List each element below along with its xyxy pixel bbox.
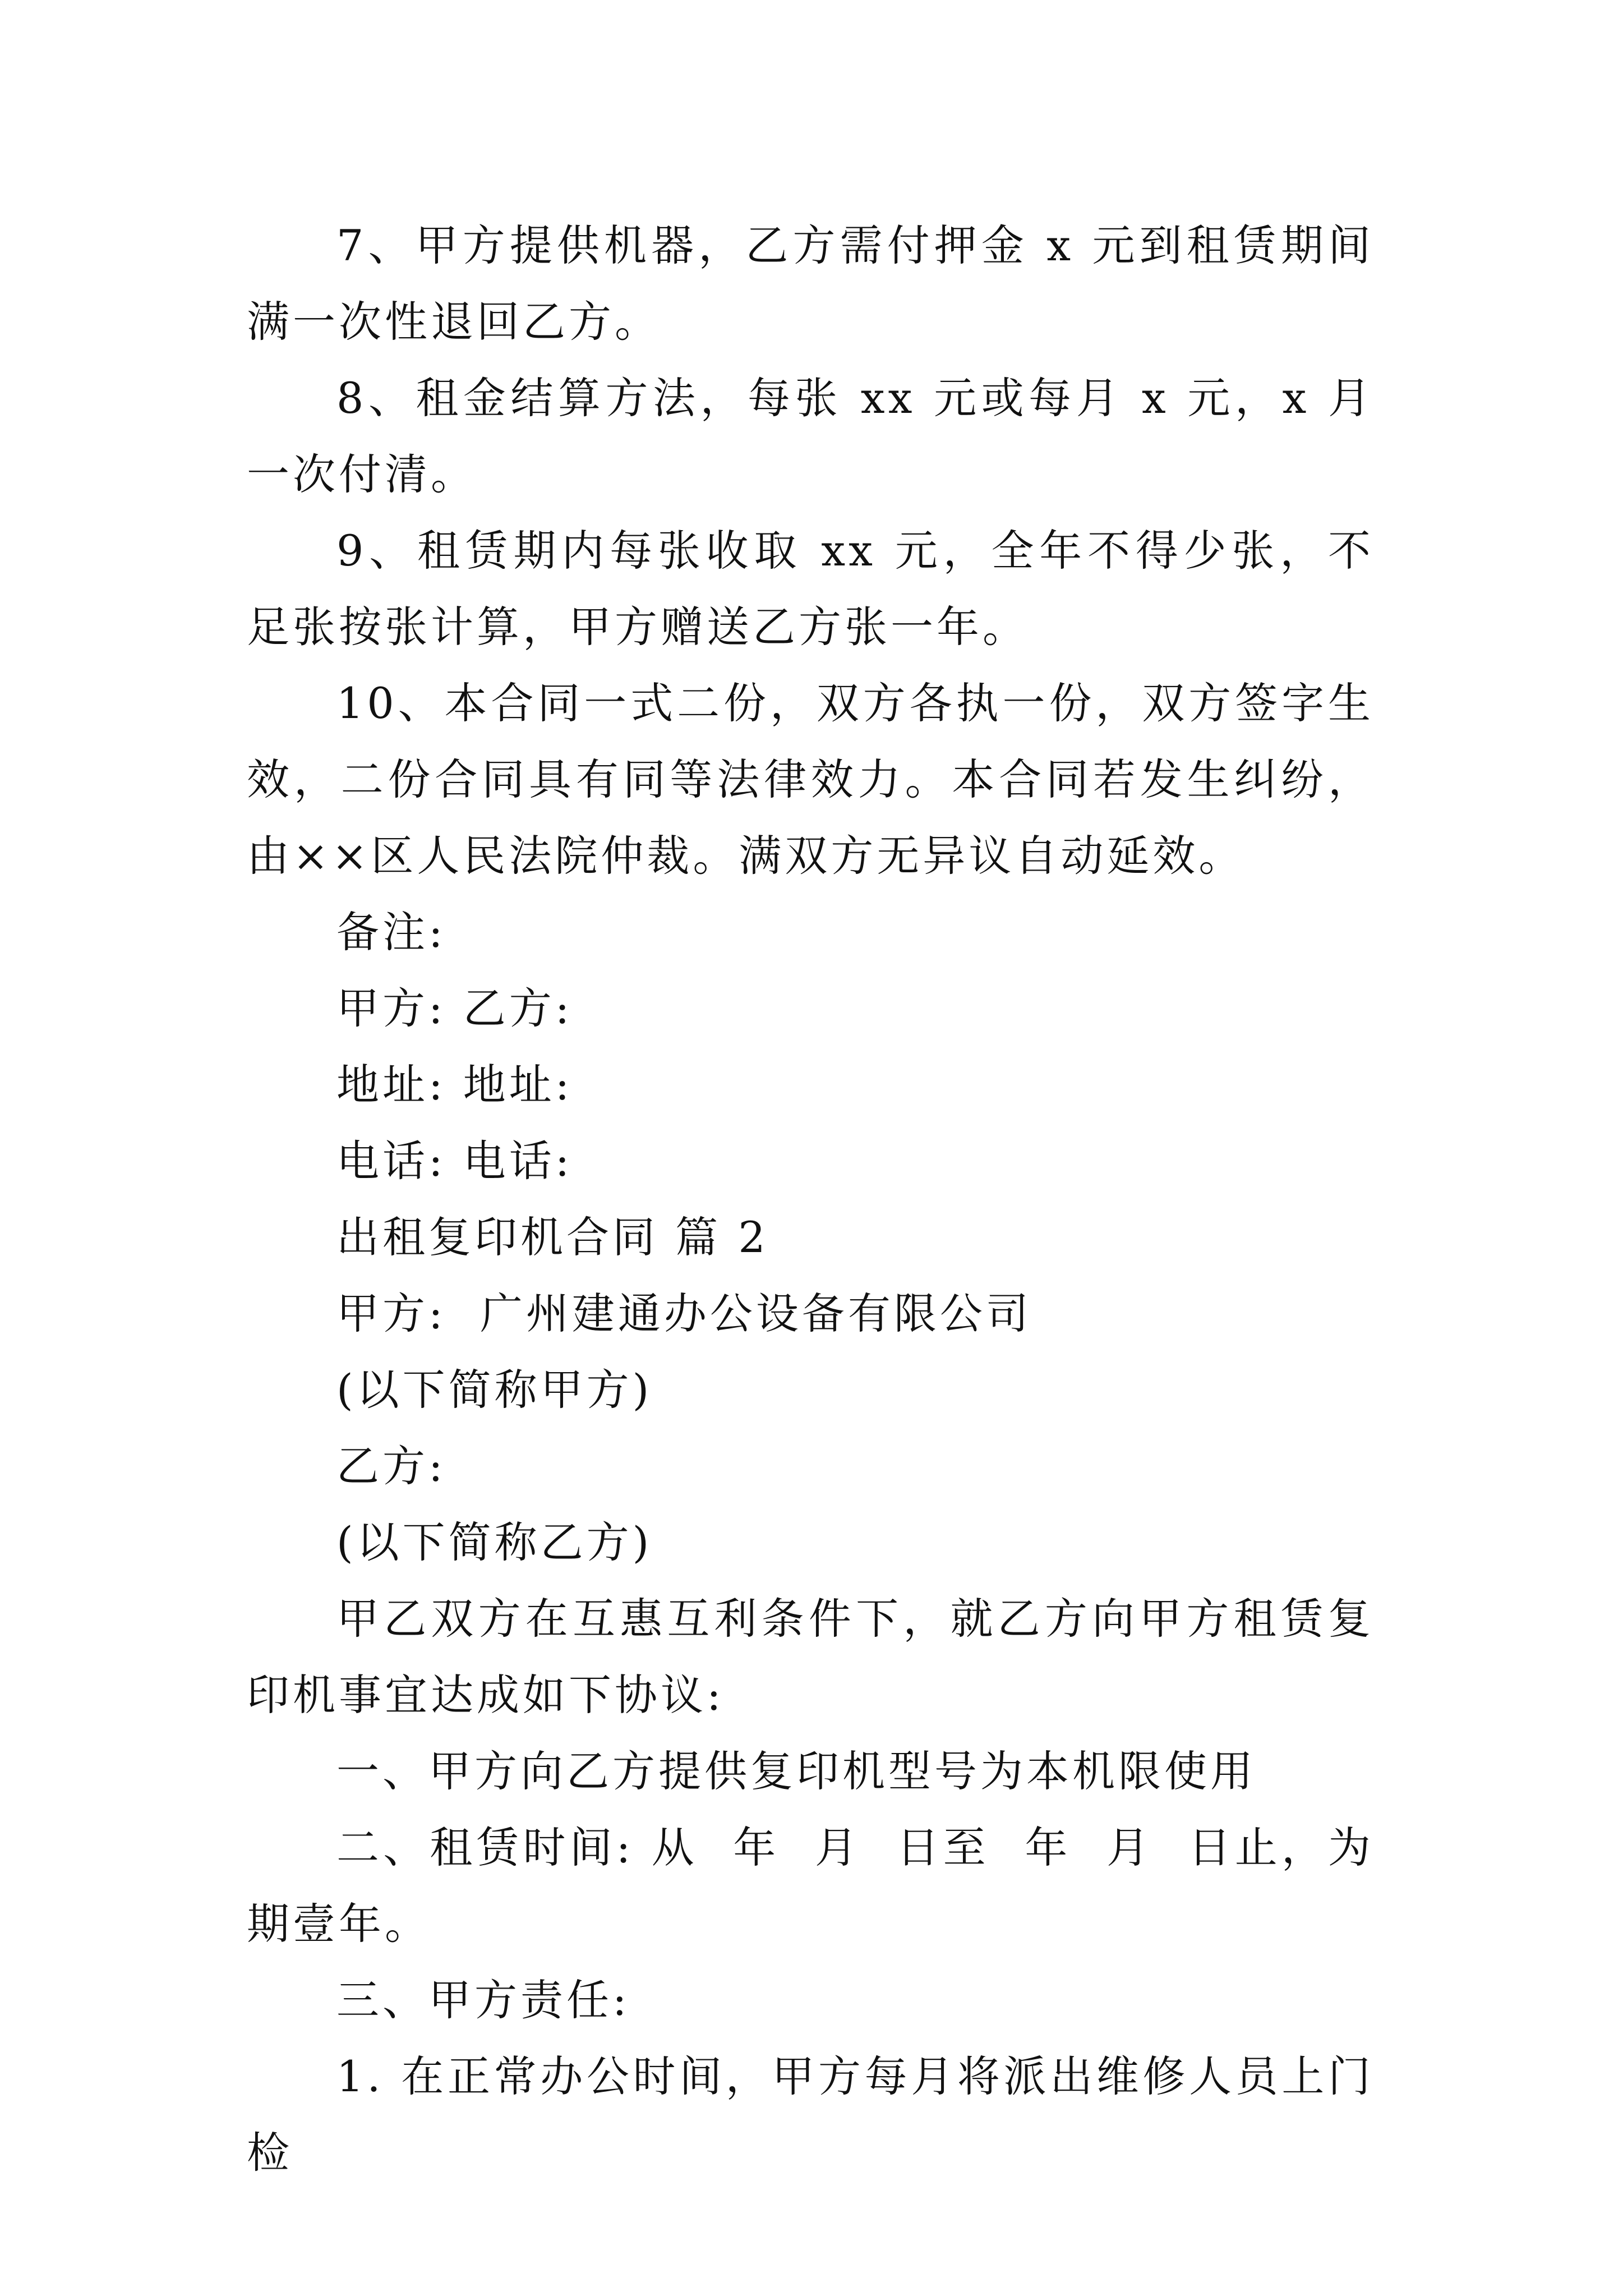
clause-10: 10、本合同一式二份，双方各执一份，双方签字生效，二份合同具有同等法律效力。本合同若发生纠纷，由××区人民法院仲裁。满双方无异议自动延效。 <box>247 678 1374 881</box>
remarks-label: 备注: <box>336 907 446 957</box>
phone-line: 电话: 电话: <box>336 1136 573 1186</box>
party-b-abbrev: (以下简称乙方) <box>336 1517 653 1567</box>
party-a-abbrev: (以下简称甲方) <box>336 1365 653 1415</box>
clause-8: 8、租金结算方法，每张 xx 元或每月 x 元，x 月一次付清。 <box>247 373 1374 499</box>
party-a-line: 甲方: 广州建通办公设备有限公司 <box>336 1289 1032 1338</box>
document-body <box>247 208 1374 2191</box>
party-signature-line: 甲方: 乙方: <box>336 983 573 1033</box>
clause-three-item-1: 1. 在正常办公时间，甲方每月将派出维修人员上门检 <box>247 2051 1374 2178</box>
party-b-line: 乙方: <box>336 1441 446 1491</box>
clause-one: 一、甲方向乙方提供复印机型号为本机限使用 <box>336 1746 1256 1796</box>
clause-two: 二、租赁时间: 从 年 月 日至 年 月 日止，为期壹年。 <box>247 1823 1374 1949</box>
clause-9: 9、租赁期内每张收取 xx 元，全年不得少张，不足张按张计算，甲方赠送乙方张一年。 <box>247 526 1374 652</box>
section-heading: 出租复印机合同 篇 2 <box>336 1212 769 1262</box>
address-line: 地址: 地址: <box>336 1060 573 1110</box>
clause-7: 7、甲方提供机器，乙方需付押金 x 元到租赁期间满一次性退回乙方。 <box>247 220 1374 347</box>
agreement-intro: 甲乙双方在互惠互利条件下，就乙方向甲方租赁复印机事宜达成如下协议: <box>247 1594 1374 1720</box>
clause-three: 三、甲方责任: <box>336 1975 630 2025</box>
